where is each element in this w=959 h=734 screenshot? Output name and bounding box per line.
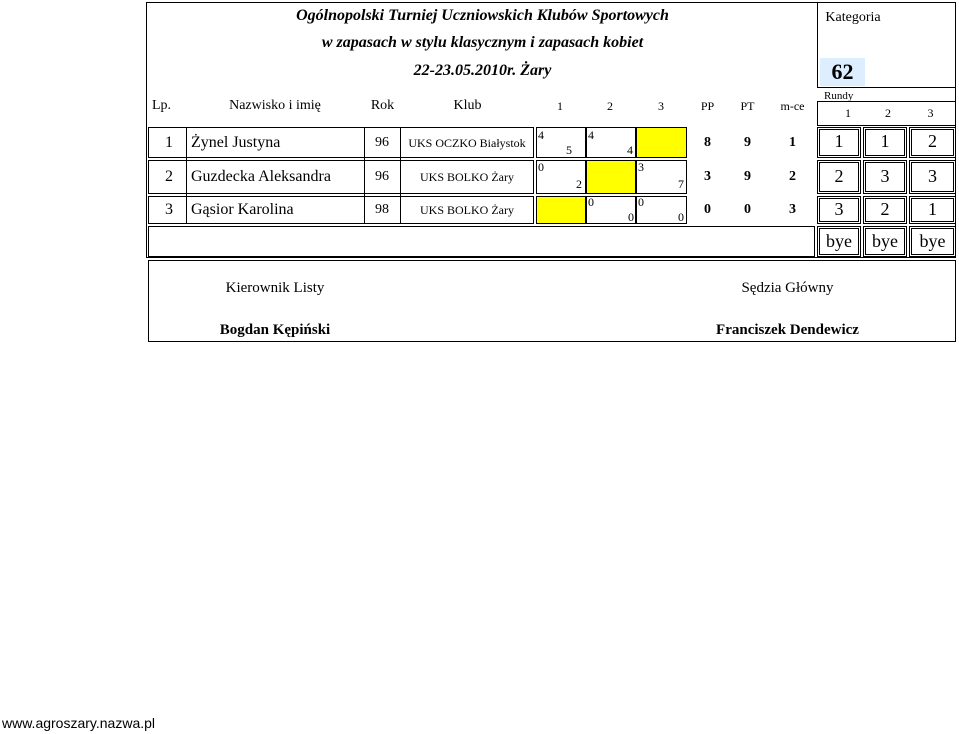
row-3-year: 98 — [375, 202, 389, 217]
score-r3-c2-bot: 0 — [678, 210, 684, 224]
row-1-place: 1 — [789, 135, 796, 150]
score-r2-c1-top: 0 — [538, 160, 544, 174]
header-r3: 3 — [658, 99, 664, 113]
rounds-header-3: 3 — [927, 106, 934, 120]
header-lp: Lp. — [152, 98, 172, 113]
row-1-pp: 8 — [704, 135, 711, 150]
row-2-lp: 2 — [165, 168, 173, 185]
row-2-club: UKS BOLKO Żary — [420, 170, 514, 184]
rounds-label: Rundy — [824, 90, 854, 102]
title-line3: 22-23.05.2010r. Żary — [413, 62, 552, 79]
row-1-round-1: 1 — [834, 131, 844, 151]
row-2-round-3: 3 — [928, 166, 937, 186]
row-1-round-2: 1 — [880, 131, 890, 151]
row-1-year: 96 — [375, 135, 389, 150]
row-3-name: Gąsior Karolina — [191, 201, 294, 218]
row-3-round-2: 2 — [880, 199, 890, 219]
score-r1-c3-top: 4 — [588, 128, 594, 142]
website-link[interactable]: www.agroszary.nazwa.pl — [2, 715, 156, 731]
header-pt: PT — [740, 99, 755, 113]
row-2-round-1: 2 — [834, 166, 844, 186]
header-name: Nazwisko i imię — [229, 98, 321, 113]
row-2-name: Guzdecka Aleksandra — [191, 168, 331, 185]
score-r1-c3-bot: 4 — [627, 143, 633, 157]
category-value: 62 — [820, 58, 865, 86]
row-3-round-3: 1 — [928, 199, 937, 219]
row-1-pt: 9 — [744, 135, 751, 150]
header-place: m-ce — [780, 99, 805, 113]
header-r1: 1 — [557, 99, 563, 113]
footer-right-name: Franciszek Dendewicz — [716, 322, 859, 338]
title-line1: Ogólnopolski Turniej Uczniowskich Klubów Sportowych — [296, 7, 669, 24]
score-r1-c2-top: 4 — [538, 128, 544, 142]
header-pp: PP — [700, 99, 715, 113]
footer-left-label: Kierownik Listy — [225, 280, 325, 296]
row-2-year: 96 — [375, 169, 389, 184]
row-2-place: 2 — [789, 169, 796, 184]
category-label: Kategoria — [825, 10, 881, 25]
row-1-name: Żynel Justyna — [191, 134, 281, 151]
title-line2: w zapasach w stylu klasycznym i zapasach kobiet — [321, 34, 644, 51]
score-r2-c3-bot: 7 — [678, 177, 684, 191]
score-r2-c1-bot: 2 — [576, 177, 582, 191]
row-3-pp: 0 — [704, 202, 711, 217]
score-r1-c2-bot: 5 — [566, 143, 572, 157]
bye-3: bye — [919, 231, 946, 251]
score-r3-c1-self — [536, 196, 586, 224]
row-2-pp: 3 — [704, 169, 711, 184]
score-r2-c3-top: 3 — [638, 160, 644, 174]
row-2-round-2: 3 — [880, 166, 890, 186]
footer-left-name: Bogdan Kępiński — [219, 322, 331, 338]
footer-right-label: Sędzia Główny — [741, 280, 834, 296]
header-club: Klub — [453, 98, 482, 113]
bye-row-box — [148, 226, 815, 257]
row-3-lp: 3 — [165, 201, 173, 218]
row-2-pt: 9 — [744, 169, 751, 184]
rounds-header-1: 1 — [845, 106, 851, 120]
header-year: Rok — [370, 98, 395, 113]
row-3-pt: 0 — [744, 202, 751, 217]
header-r2: 2 — [607, 99, 613, 113]
score-r3-c1-top: 0 — [588, 195, 594, 209]
row-1-lp: 1 — [165, 134, 173, 151]
bye-1: bye — [826, 231, 852, 251]
score-r3-c2-top: 0 — [638, 195, 644, 209]
bye-2: bye — [872, 231, 898, 251]
score-r1-c3-self — [636, 127, 687, 158]
score-r2-c2-self — [586, 160, 636, 194]
score-r3-c1-bot: 0 — [628, 210, 634, 224]
row-3-round-1: 3 — [834, 199, 844, 219]
row-3-club: UKS BOLKO Żary — [420, 203, 514, 217]
row-1-round-3: 2 — [928, 131, 937, 151]
row-3-place: 3 — [789, 202, 796, 217]
rounds-header-2: 2 — [885, 106, 891, 120]
row-1-club: UKS OCZKO Białystok — [408, 136, 526, 150]
